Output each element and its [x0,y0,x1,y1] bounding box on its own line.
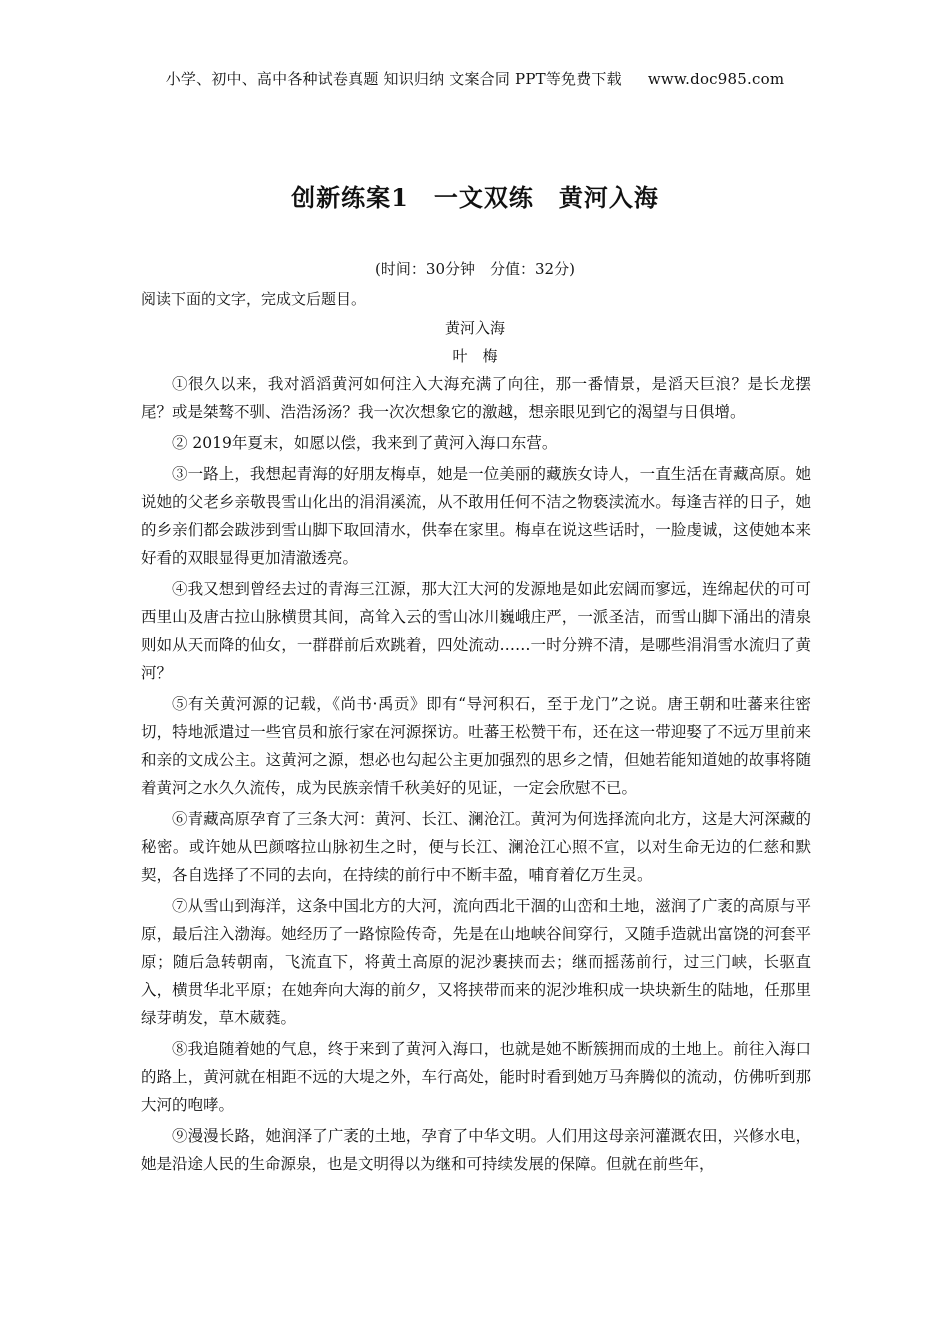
page-header [0,68,950,89]
paragraph-2: ② 2019年夏末，如愿以偿，我来到了黄河入海口东营。 [172,434,558,452]
article-author: 叶 梅 [452,347,498,365]
header-slogan: 小学、初中、高中各种试卷真题 知识归纳 文案合同 PPT等免费下载 [165,70,622,88]
reading-instruction: 阅读下面的文字，完成文后题目。 [141,290,367,308]
paragraph-7: ⑦从雪山到海洋，这条中国北方的大河，流向西北干涸的山峦和土地，滋润了广袤的高原与平原，最后注入渤海。她经历了一路惊险传奇，先是在山地峡谷间穿行，又随手造就出富饶的河套平原；随后急转朝南，飞流直下，将黄土高原的泥沙裹挟而去；继而摇荡前行，过三门峡，长驱直入，横贯华北平原；在她奔向大海的前夕，又将挟带而来的泥沙堆积成一块块新生的陆地，任那里绿芽萌发，草木葳蕤。 [141,897,811,1027]
paragraph-8: ⑧我追随着她的气息，终于来到了黄河入海口，也就是她不断簇拥而成的土地上。前往入海口的路上，黄河就在相距不远的大堤之外，车行高处，能时时看到她万马奔腾似的流动，仿佛听到那大河的咆哮。 [141,1040,811,1114]
paragraph-6: ⑥青藏高原孕育了三条大河：黄河、长江、澜沧江。黄河为何选择流向北方，这是大河深藏的秘密。或许她从巴颜喀拉山脉初生之时，便与长江、澜沧江心照不宣，以对生命无边的仁慈和默契，各自选择了不同的去向，在持续的前行中不断丰盈，哺育着亿万生灵。 [141,810,811,884]
header-website[interactable]: www.doc985.com [647,70,785,88]
paragraph-3: ③一路上，我想起青海的好朋友梅卓，她是一位美丽的藏族女诗人，一直生活在青藏高原。她说她的父老乡亲敬畏雪山化出的涓涓溪流，从不敢用任何不洁之物亵渎流水。每逢吉祥的日子，她的乡亲们都会跋涉到雪山脚下取回清水，供奉在家里。梅卓在说这些话时，一脸虔诚，这使她本来好看的双眼显得更加清澈透亮。 [141,465,811,567]
paragraph-1: ①很久以来，我对滔滔黄河如何注入大海充满了向往，那一番情景，是滔天巨浪？是长龙摆尾？或是桀骜不驯、浩浩汤汤？我一次次想象它的激越，想亲眼见到它的渴望与日俱增。 [141,375,811,421]
article-body [141,370,811,1181]
paragraph-9: ⑨漫漫长路，她润泽了广袤的土地，孕育了中华文明。人们用这母亲河灌溉农田，兴修水电，她是沿途人民的生命源泉，也是文明得以为继和可持续发展的保障。但就在前些年， [141,1127,811,1173]
paragraph-5: ⑤有关黄河源的记载，《尚书·禹贡》即有“导河积石，至于龙门”之说。唐王朝和吐蕃来往密切，特地派遣过一些官员和旅行家在河源探访。吐蕃王松赞干布，还在这一带迎娶了不远万里前来和亲的文成公主。这黄河之源，想必也勾起公主更加强烈的思乡之情，但她若能知道她的故事将随着黄河之水久久流传，成为民族亲情千秋美好的见证，一定会欣慰不已。 [141,695,811,797]
article-title: 黄河入海 [444,319,505,337]
time-score-info: (时间：30分钟 分值：32分) [375,260,575,278]
document-title: 创新练案1 一文双练 黄河入海 [291,183,659,212]
paragraph-4: ④我又想到曾经去过的青海三江源，那大江大河的发源地是如此宏阔而寥远，连绵起伏的可可西里山及唐古拉山脉横贯其间，高耸入云的雪山冰川巍峨庄严，一派圣洁，而雪山脚下涌出的清泉则如从天而降的仙女，一群群前后欢跳着，四处流动……一时分辨不清，是哪些涓涓雪水流归了黄河？ [141,580,811,682]
